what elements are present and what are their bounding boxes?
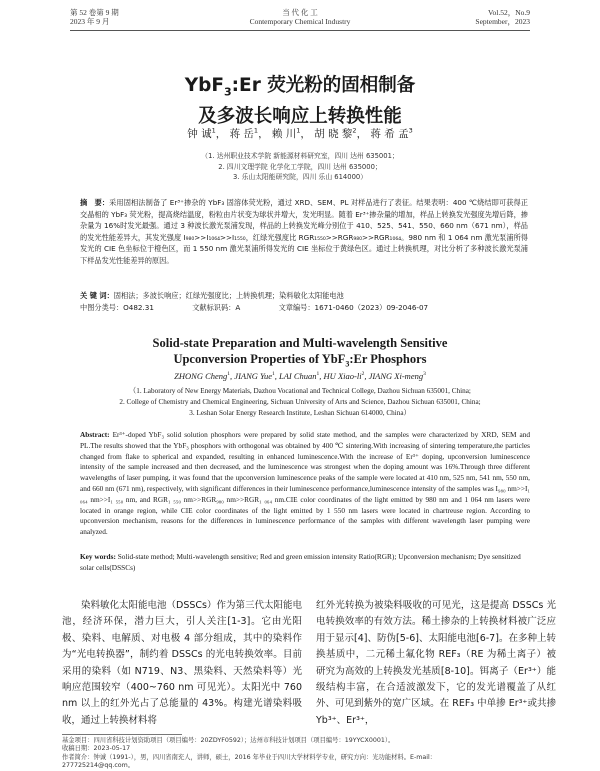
author: JIANG Xi-meng$^3$ [368, 371, 426, 381]
footnote-rule [62, 734, 182, 735]
keywords-cn [80, 290, 528, 301]
classification-cn [80, 302, 528, 313]
author: 蒋 岳$^1$ [229, 126, 259, 140]
body-column-right [316, 598, 556, 726]
affiliation: 3. 乐山太阳能研究院，四川 乐山 614000） [232, 173, 368, 181]
title-cn-line1 [60, 74, 540, 105]
author: 胡 晓 黎$^2$ [314, 126, 357, 140]
affiliation: 2. College of Chemistry and Chemical Engineering, Sichuan University of Arts and Science, Dazhou Sichuan 635001, China; [119, 398, 481, 406]
author: ZHONG Cheng$^1$ [174, 371, 231, 381]
abstract-cn [80, 197, 528, 266]
abstract-cn-label: 摘 要： [80, 198, 110, 207]
body-paragraph: 红外光转换为被染料吸收的可见光，这是提高 DSSCs 光电转换效率的有效方法。稀土掺杂的上转换材料被广泛应用于显示[4]、防伪[5-6]、太阳能电池[6-7]。在多种上转换基质中，二元稀土氟化物 REF₃（RE 为稀土离子）被研究为高效的上转换发光基质[8-10]。铒离子（Er³⁺）能级结构丰富，在合适波激发下，它的发光谱覆盖了从红外、可见到紫外的宽广区域。在 REF₃ 中单掺 Er³⁺或共掺 Yb³⁺、Er³⁺， [316, 600, 556, 726]
affiliation: （1. Laboratory of New Energy Materials, Dazhou Vocational and Technical College, Dazhou Sichuan 635001, China; [129, 387, 471, 395]
keywords-en-text: Solid-state method; Multi-wavelength sensitive; Red and green emission intensity Ratio(RGR); Upconversion mechanism; Dye sensitized solar cells(DSSCs) [80, 552, 521, 572]
document-code: 文献标识码：A [192, 303, 241, 312]
title-cn-subscript: 3 [224, 85, 232, 99]
abstract-en [80, 430, 530, 538]
keywords-en [80, 552, 530, 574]
footnote-funding: 基金项目：四川省科技计划资助项目（项目编号：20ZDYF0592）；达州市科技计划项目（项目编号：19YYCX0001）。 [62, 737, 395, 744]
header-volume-en: Vol.52，No.9 [488, 8, 530, 17]
keywords-en-label: Key words: [80, 552, 116, 561]
title-en [60, 335, 540, 373]
body-paragraph: 染料敏化太阳能电池（DSSCs）作为第三代太阳能电池，经济环保，潜力巨大，引人关注[1-3]。它由光阳极、染料、电解质、对电极 4 部分组成，其中的染料作为“光电转换器”，制约着 DSSCs 的光电转换效率。目前采用的染料（如 N719、N3、黑染料、天然染料等）光响应范围较窄（400~760 nm 可见光）。太阳光中 760 nm 以上的红外光占了总能量的 43%。构建光谱染料吸收，通过上转换材料将 [62, 600, 302, 726]
title-cn-line2: 及多波长响应上转换性能 [198, 105, 402, 127]
body-column-left [62, 598, 302, 726]
article-number: 文章编号：1671-0460（2023）09-2046-07 [278, 303, 429, 312]
header-journal-cn: 当 代 化 工 [282, 8, 318, 17]
title-cn-formula: YbF [184, 75, 224, 96]
abstract-en-label: Abstract: [80, 430, 110, 439]
clc-number: 中图分类号：O482.31 [80, 303, 154, 312]
affiliation: 2. 四川文理学院 化学化工学院，四川 达州 635000； [218, 162, 382, 171]
author: 蒋 希 孟$^3$ [370, 126, 413, 140]
header-date: 2023 年 9 月 [70, 17, 110, 26]
header-date-en: September，2023 [475, 17, 530, 26]
author: HU Xiao-$li^2$ [323, 371, 365, 381]
title-en-line2: Upconversion Properties of YbF$_3$:Er Phosphors [173, 352, 427, 369]
keywords-cn-text: 固相法；多波长响应；红绿光强度比；上转换机理；染料敏化太阳能电池 [113, 291, 344, 300]
keywords-cn-label: 关 键 词： [80, 291, 114, 300]
author: JIANG Yue$^1$ [234, 371, 275, 381]
footnote-email: 277725214@qq.com。 [62, 762, 135, 770]
header-center [70, 8, 530, 26]
authors-cn: 钟 诚$^1$， 蒋 岳$^1$， 赖 川$^1$， 胡 晓 黎$^2$， 蒋 希 孟$^3$ [187, 126, 413, 140]
title-cn-rest: :Er 荧光粉的固相制备 [231, 75, 416, 96]
affiliations-en [55, 386, 545, 419]
author: 赖 川$^1$ [271, 126, 301, 140]
header-volume: 第 52 卷第 9 期 [70, 8, 119, 17]
header-rule [70, 30, 530, 31]
affiliation: 3. Leshan Solar Energy Research Institute, Leshan Sichuan 614000, China） [189, 409, 411, 417]
header-right [475, 8, 530, 26]
abstract-en-text: Er³⁺-doped YbF₃ solid solution phosphors were prepared by solid state method, and the samples were characterized by XRD, SEM and PL.The results showed that the YbF₃ phosphors with orthogonal was obtained by 400 ℃ sintering.With increasing of sintering temperature,the particles changed from flake to spherical and expanded, resulting in enhanced luminescence.With the increase of Er³⁺ doping, upconversion luminescence intensity of the sample increased and then decreased, and the luminescence was strongest when the doping amount was 16%.Through three different wavelengths of laser pumping, it was found that the upconversion luminescence peaks of the sample were located at 410 nm, 525 nm, 541 nm, 550 nm, and 660 nm (671 nm), respectively, with significant differences in their luminescence performance,luminescence intensity of the samples was I₉₈₀ nm>>I₁ ₀₆₄ nm>>I₁ ₅₅₀ nm, and RGR₁ ₅₅₀ nm>>RGR₉₈₀ nm>>RGR₁ ₀₆₄ nm.CIE color coordinates of the light emitted by 980 nm and 1 064 nm lasers were located in orange region, while CIE color coordinates of the light emitted by 1 550 nm lasers were located in chartreuse region. According to upconversion mechanism, reasons for the differences in luminescence performance of the samples with different wavelength laser pumping were analyzed. [80, 430, 530, 537]
author: 钟 诚$^1$ [187, 126, 216, 140]
affiliations-cn [100, 151, 500, 183]
header-journal-en: Contemporary Chemical Industry [249, 17, 351, 26]
abstract-cn-text: 采用固相法制备了 Er³⁺掺杂的 YbF₃ 固溶体荧光粉，通过 XRD、SEM、PL 对样品进行了表征。结果表明：400 ℃烧结即可获得正交晶相的 YbF₃ 荧光粉，提高烧结温度，粉粒由片状变为球状并增大，发光明显。随着 Er³⁺掺杂量的增加，样品上转换发光强度先增后降，掺杂量为 16%时发光最强。通过 3 种波长激光泵浦发现，样品的上转换发光峰分别位于 410、525、541、550、660 nm（671 nm），样品的发光性能差异大，其发光强度 I₉₈₀>>I₁₀₆₄>>I₁₅₅₀，红绿光强度比 RGR₁₅₅₀>>RGR₉₈₀>>RGR₁₀₆₄。980 nm 和 1 064 nm 激光泵浦所得发光的 CIE 色坐标位于橙色区，而 1 550 nm 激光泵浦所得发光的 CIE 坐标位于黄绿色区。通过上转换机理，对比分析了多种波长激光泵浦下样品发光性能差异的原因。 [80, 198, 528, 265]
footnote [62, 737, 540, 771]
title-en-line1: Solid-state Preparation and Multi-wavelength Sensitive [152, 336, 448, 350]
author: LAI Chuan$^1$ [279, 371, 320, 381]
footnote-received: 收稿日期：2023-05-17 [62, 745, 131, 753]
authors-en: ZHONG Cheng$^1$, JIANG Yue$^1$, LAI Chuan$^1$, HU Xiao-$li^2$, JIANG Xi-meng$^3$ [174, 371, 426, 381]
title-cn [60, 74, 540, 129]
footnote-author-bio: 作者简介：钟诚（1991-），男，四川省南充人，讲师，硕士，2016 年毕业于四川大学材料学专业，研究方向：光功能材料。E-mail： [62, 753, 437, 761]
affiliation: （1. 达州职业技术学院 新能源材料研究室，四川 达州 635001； [201, 152, 399, 160]
